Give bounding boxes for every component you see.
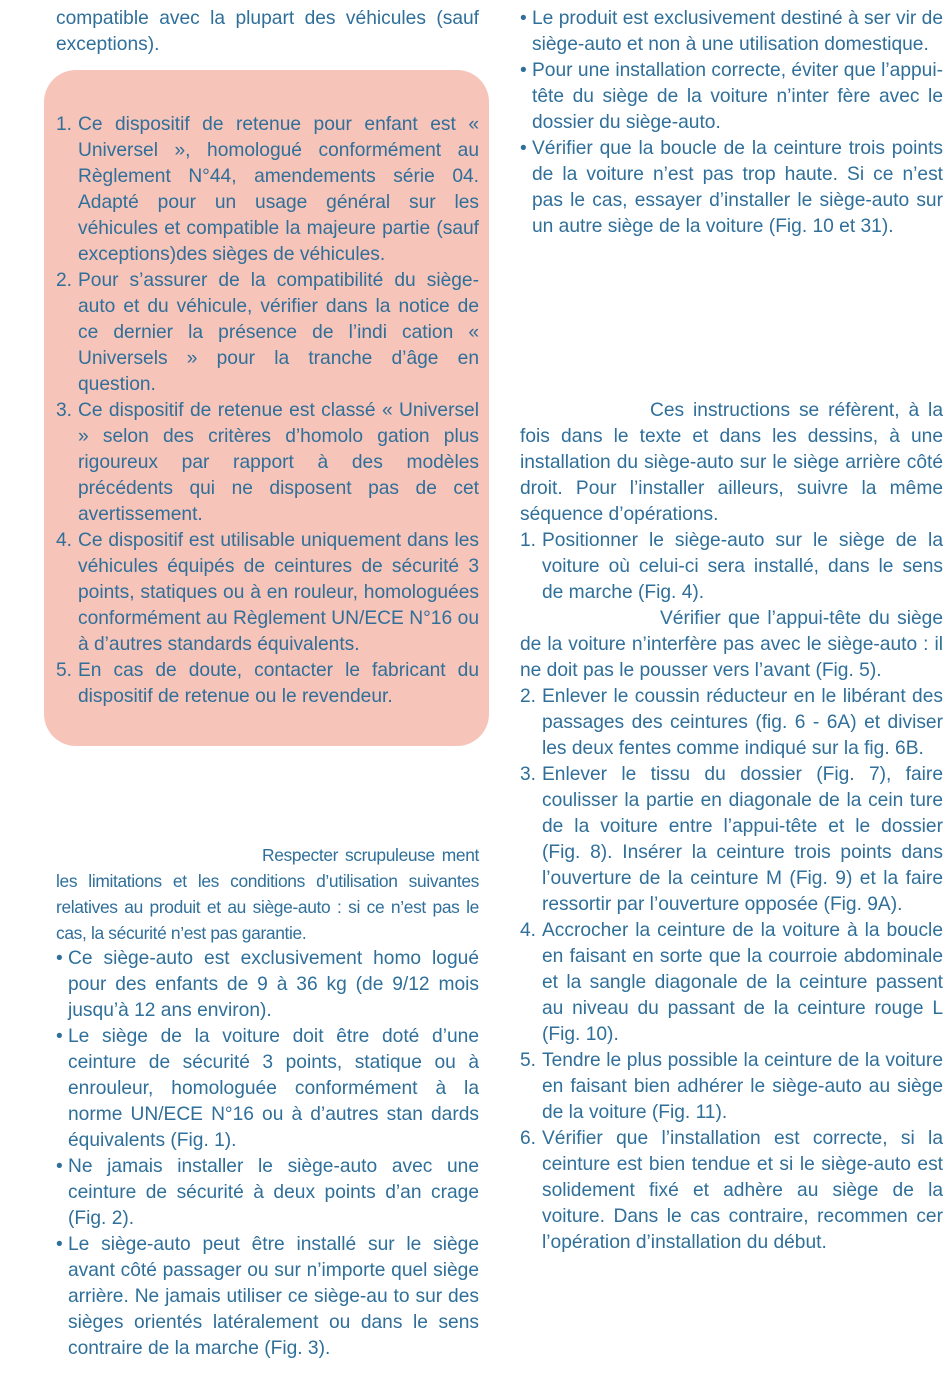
limitation-bullet: • Le produit est exclusivement destiné à ser vir de siège-auto et non à une utilisation domestique. (520, 8, 943, 55)
warning-item: 5. En cas de doute, contacter le fabricant du dispositif de retenue ou le revendeur. (56, 660, 479, 707)
right-bullets-section (520, 6, 943, 240)
installation-section (520, 398, 943, 1256)
warning-list (56, 112, 479, 710)
warning-item: 3. Ce dispositif de retenue est classé « Universel » selon des critères d’homolo gation plus rigoureux par rapport à des modèles précédents qui ne disposent pas de cet avertissement. (56, 400, 479, 525)
installation-step: 3. Enlever le tissu du dossier (Fig. 7), faire coulisser la partie en diagonale de la cein ture de la voiture entre l’appui-tête et le dossier (Fig. 8). Insérer la ceinture trois points dans l’ouverture de la ceinture M (Fig. 9) et la faire ressortir par l’ouverture opposée (Fig. 9A). (520, 764, 943, 915)
warning-item: 1. Ce dispositif de retenue pour enfant est « Universel », homologué conformément au Règlement N°44, amendements série 04. Adapté pour un usage général sur les véhicules et compatible la majeure partie (sauf exceptions)des sièges de véhicules. (56, 114, 479, 265)
limitation-bullet: • Vérifier que la boucle de la ceinture trois points de la voiture n’est pas trop haute. Si ce n’est pas le cas, essayer d’installer le siège-auto sur un autre siège de la voiture (Fig. 10 et 31). (520, 138, 943, 237)
limitations-section (56, 842, 479, 1362)
warning-item: 4. Ce dispositif est utilisable uniquement dans les véhicules équipés de ceintures de sécurité 3 points, statiques ou à en rouleur, homologuées conformément au Règlement UN/ECE N°16 ou à d’autres standards équivalents. (56, 530, 479, 655)
limitation-bullet: • Pour une installation correcte, éviter que l’appui-tête du siège de la voiture n’inter fère avec le dossier du siège-auto. (520, 60, 943, 133)
installation-intro: Ces instructions se réfèrent, à la fois dans le texte et dans les dessins, à une installation du siège-auto sur le siège arrière côté droit. Pour l’installer ailleurs, suivre la même séquence d’opérations. (520, 400, 943, 525)
limitation-bullet: • Le siège de la voiture doit être doté d’une ceinture de sécurité 3 points, statique ou à enrouleur, homologuée conformément à la norme UN/ECE N°16 ou à d’autres stan dards équivalents (Fig. 1). (56, 1026, 479, 1151)
limitation-bullet: • Ne jamais installer le siège-auto avec une ceinture de sécurité à deux points d’an crage (Fig. 2). (56, 1156, 479, 1229)
installation-step: 4. Accrocher la ceinture de la voiture à la boucle en faisant en sorte que la courroie abdominale et la sangle diagonale de la ceinture passent au niveau du passant de la ceinture rouge L (Fig. 10). (520, 920, 943, 1045)
installation-step: 5. Tendre le plus possible la ceinture de la voiture en faisant bien adhérer le siège-auto au siège de la voiture (Fig. 11). (520, 1050, 943, 1123)
installation-step: 6. Vérifier que l’installation est correcte, si la ceinture est bien tendue et si le siège-auto est solidement fixé et adhère au siège de la voiture. Dans le cas contraire, recommen cer l’opération d’installation du début. (520, 1128, 943, 1253)
left-top-paragraph (56, 6, 479, 58)
limitation-bullet: • Le siège-auto peut être installé sur le siège avant côté passager ou sur n’importe quel siège arrière. Ne jamais utiliser ce siège-au to sur des sièges orientés latéralement ou dans le sens contraire de la marche (Fig. 3). (56, 1234, 479, 1359)
limitations-intro: Respecter scrupuleuse ment les limitations et les conditions d’utilisation suivantes relatives au produit et au siège-auto : si ce n’est pas le cas, la sécurité n’est pas garantie. (56, 845, 479, 943)
installation-step: 1. Positionner le siège-auto sur le siège de la voiture où celui-ci sera installé, dans le sens de marche (Fig. 4). (520, 530, 943, 603)
installation-note: Vérifier que l’appui-tête du siège de la voiture n’interfère pas avec le siège-auto : il ne doit pas le pousser vers l’avant (Fig. 5). (520, 608, 943, 681)
warning-item: 2. Pour s’assurer de la compatibilité du siège-auto et du véhicule, vérifier dans la notice de ce dernier la présence de l’indi cation « Universels » pour la tranche d’âge en question. (56, 270, 479, 395)
continuation-text: compatible avec la plupart des véhicules (sauf exceptions). (56, 8, 479, 55)
installation-step: 2. Enlever le coussin réducteur en le libérant des passages des ceintures (fig. 6 - 6A) et diviser les deux fentes comme indiqué sur la fig. 6B. (520, 686, 943, 759)
limitation-bullet: • Ce siège-auto est exclusivement homo logué pour des enfants de 9 à 36 kg (de 9/12 mois jusqu’à 12 ans environ). (56, 948, 479, 1021)
